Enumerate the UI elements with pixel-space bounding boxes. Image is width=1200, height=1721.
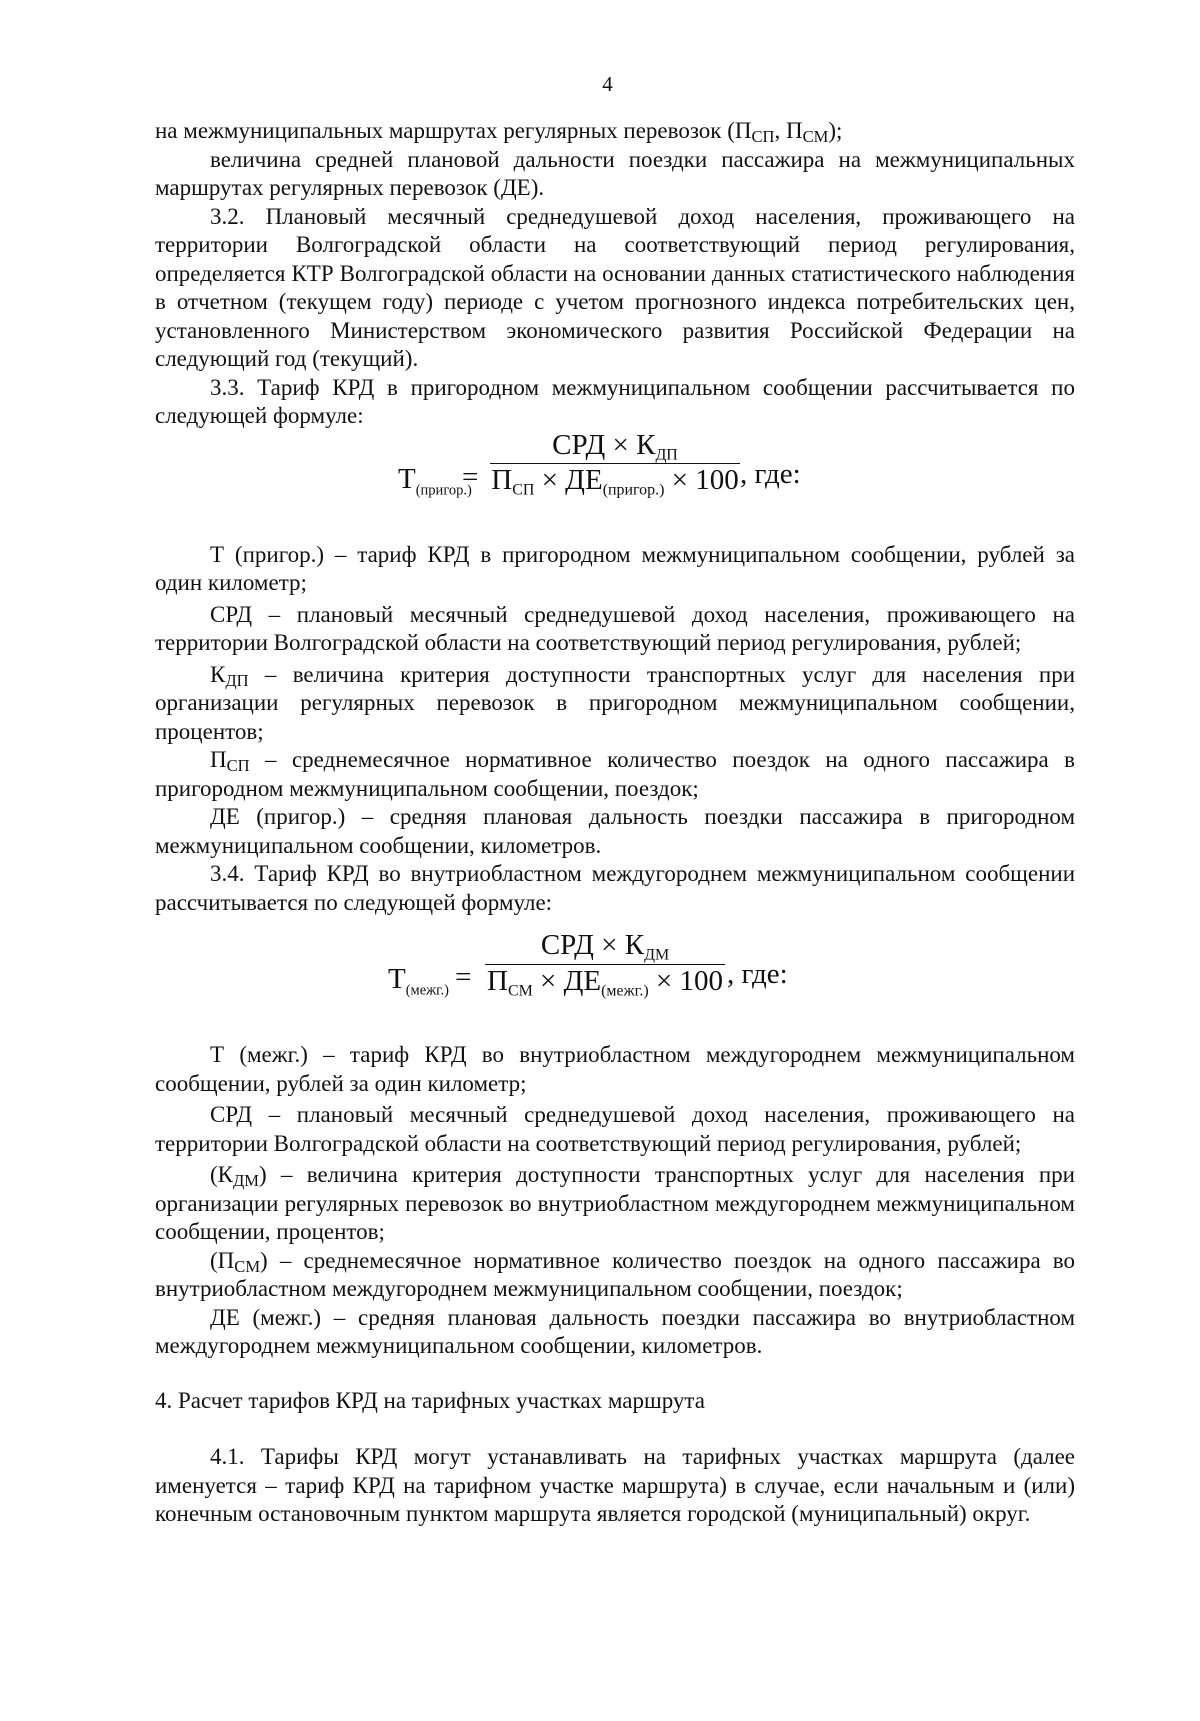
- document-body: [155, 117, 1075, 1529]
- formula-where: , где:: [740, 457, 801, 490]
- formula-lhs: $Т_{(межг.)}$: [388, 963, 449, 999]
- page-number: 4: [602, 72, 613, 96]
- paragraph-4-1: 4.1. Тарифы КРД могут устанавливать на тарифных участках маршрута (далее именуется – тариф КРД на тарифном участке маршрута) в случае, если начальным и (или) конечным остановочным пунктом маршрута является городской (муниципальный) округ.: [155, 1444, 1075, 1526]
- definition-p-sp: $П_{СП}$ – среднемесячное нормативное количество поездок на одного пассажира в пригородном межмуниципальном сообщении, поездок;: [155, 747, 1075, 801]
- definition-k-dm: $(К_{ДМ})$ – величина критерия доступности транспортных услуг для населения при организации регулярных перевозок во внутриобластном междугороднем межмуниципальном сообщении, процентов;: [155, 1162, 1075, 1244]
- section-4-heading: 4. Расчет тарифов КРД на тарифных участках маршрута: [155, 1387, 705, 1413]
- formula-lhs: $Т_{(пригор.)}$: [398, 462, 472, 499]
- formula-numerator: СРД × $К_{ДМ}$: [485, 931, 725, 965]
- paragraph-3-3: 3.3. Тариф КРД в пригородном межмуниципальном сообщении рассчитывается по следующей формуле:: [155, 374, 1075, 428]
- paragraph-average-distance: величина средней плановой дальности поездки пассажира на межмуниципальных маршрутах регулярных перевозок (ДЕ).: [155, 146, 1075, 200]
- paragraph-3-4: 3.4. Тариф КРД во внутриобластном междугороднем межмуниципальном сообщении рассчитывается по следующей формуле:: [155, 861, 1075, 915]
- text-fragment: на межмуниципальных маршрутах регулярных перевозок (П: [155, 118, 752, 143]
- formula-denominator: $П_{СП} \times ДЕ_{(пригор.)} \times 100$: [491, 464, 739, 499]
- subscript: СМ: [802, 127, 829, 147]
- formula-numerator: СРД × $К_{ДП}$: [490, 431, 740, 465]
- definition-k-dp: $К_{ДП}$ – величина критерия доступности транспортных услуг для населения при организации регулярных перевозок в пригородном межмуниципальном сообщении, процентов;: [155, 661, 1075, 744]
- formula-fraction: [490, 428, 740, 499]
- text-fragment: );: [828, 118, 843, 143]
- definition-p-sm: $(П_{СМ})$ – среднемесячное нормативное количество поездок на одного пассажира во внутриобластном междугороднем межмуниципальном сообщении, поездок;: [155, 1247, 1075, 1301]
- subscript: СП: [751, 127, 775, 147]
- definition-de-suburban: ДЕ (пригор.) – средняя плановая дальность поездки пассажира в пригородном межмуниципальном сообщении, километров.: [155, 804, 1075, 858]
- paragraph-3-2: 3.2. Плановый месячный среднедушевой доход населения, проживающего на территории Волгоградской области на соответствующий период регулирования, определяется КТР Волгоградской области на основании данных статистического наблюдения в отчетном (текущем году) периоде с учетом прогнозного индекса потребительских цен, установленного Министерством экономического развития Российской Федерации на следующий год (текущий).: [155, 203, 1075, 371]
- formula-fraction: [485, 929, 725, 1000]
- text-fragment: , П: [774, 118, 803, 143]
- formula-equals: =: [462, 460, 479, 493]
- paragraph-continuation: [155, 117, 1075, 146]
- formula-intercity: [155, 931, 1075, 1041]
- formula-suburban: [155, 428, 1075, 541]
- formula-where: , где:: [727, 958, 788, 990]
- definition-tariff-suburban: Т (пригор.) – тариф КРД в пригородном межмуниципальном сообщении, рублей за один километр;: [155, 541, 1075, 595]
- definition-srd: СРД – плановый месячный среднедушевой доход населения, проживающего на территории Волгоградской области на соответствующий период регулирования, рублей;: [155, 1102, 1075, 1156]
- definition-de-intercity: ДЕ (межг.) – средняя плановая дальность поездки пассажира во внутриобластном междугороднем межмуниципальном сообщении, километров.: [155, 1304, 1075, 1358]
- formula-denominator: $П_{СМ} \times ДЕ_{(межг.)} \times 100$: [487, 964, 723, 1000]
- formula-equals: =: [455, 961, 472, 993]
- definition-srd: СРД – плановый месячный среднедушевой доход населения, проживающего на территории Волгоградской области на соответствующий период регулирования, рублей;: [155, 601, 1075, 655]
- definition-tariff-intercity: Т (межг.) – тариф КРД во внутриобластном междугороднем межмуниципальном сообщении, рублей за один километр;: [155, 1042, 1075, 1096]
